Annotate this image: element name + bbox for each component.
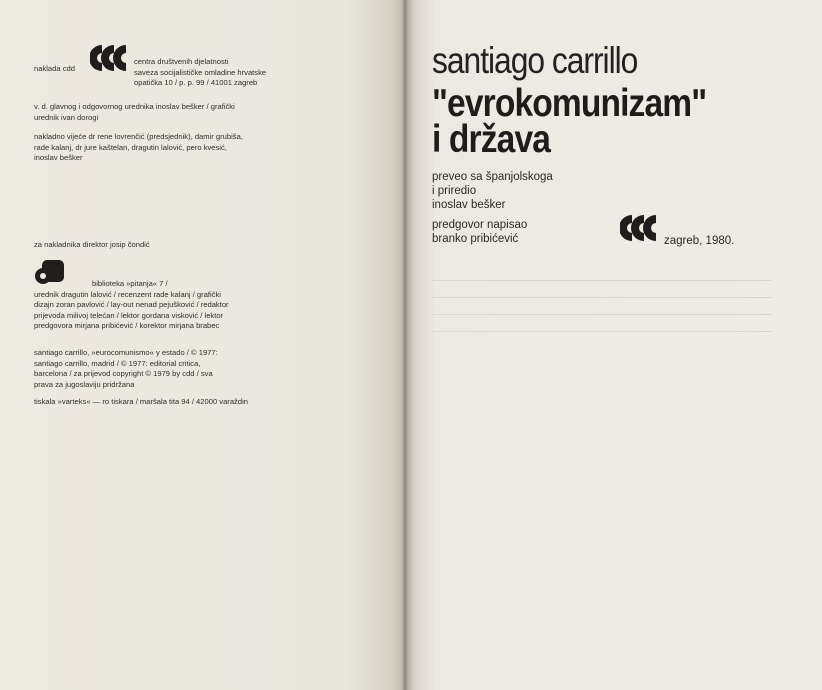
cdd-logo-icon [90,43,130,73]
translator-credit: preveo sa španjolskoga i priredio inoslav bešker [432,171,553,211]
series-credits: biblioteka »pitanja« 7 / urednik dragutin lalović / recenzent rade kalanj / grafički dizajn zoran pavlović / lay-out nenad pejušković / redaktor prijevoda milivoj telećan / lektor gordana visković / lektor predgovora mirjana pribićević / korektor mirjana brabec [34,279,229,331]
printer-line: tiskala »varteks« — ro tiskara / maršala tita 94 / 42000 varaždin [34,397,248,406]
editor-credits: v. d. glavnog i odgovornog urednika inoslav bešker / grafički urednik ivan dorogi [34,102,235,122]
publisher-label: naklada cdd [34,64,75,73]
director-line: za nakladnika direktor josip čondić [34,240,150,249]
book-title-line-2: i država [432,118,551,161]
book-title [432,82,707,161]
preface-credit: predgovor napisao branko pribićević [432,219,528,245]
place-year: zagreb, 1980. [664,235,735,247]
show-through-text [432,280,772,348]
book-gutter [401,0,409,690]
copyright-notice: santiago carrillo, »eurocomunismo« y estado / © 1977: santiago carrillo, madrid / © 1977: editorial critica, barcelona / za prijevod copyright © 1979 by cdd / sva prava za jugoslaviju pridržana [34,348,218,389]
publisher-address: centra društvenih djelatnosti saveza socijalističke omladine hrvatske opatička 10 / p. p. 99 / 41001 zagreb [134,57,267,88]
editorial-council: nakladno vijeće dr rene lovrenčić (predsjednik), damir grubiša, rade kalanj, dr jure kaštelan, dragutin lalović, pero kvesić, inoslav bešker [34,132,243,163]
cdd-logo-icon-title [620,212,660,244]
book-title-line-1: "evrokomunizam" [432,82,707,125]
book-author: santiago carrillo [432,40,638,81]
